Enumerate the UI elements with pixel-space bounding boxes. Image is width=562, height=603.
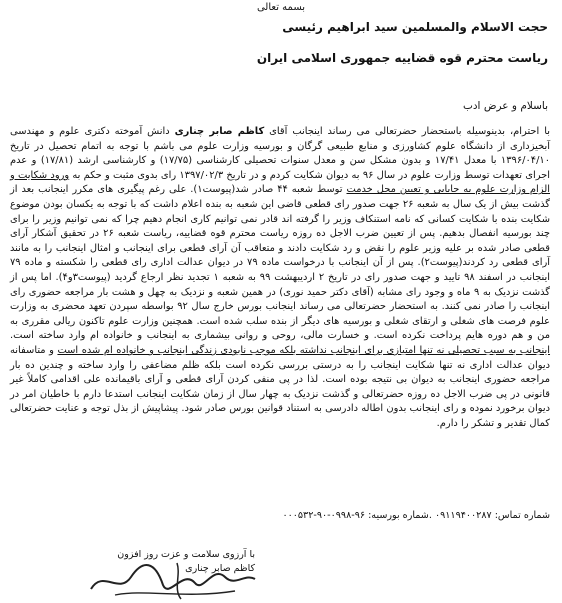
signer-name: کاظم صابر چناری xyxy=(185,563,255,574)
underlined-text-2: اینجانب به سبب تحصیلی نه تنها امتیازی برای اینجانب نداشته بلکه موجب نابودی زندگی اینجانب و خانواده ام شده است xyxy=(57,344,551,356)
body-text-3: توسط شعبه ۴۴ صادر شد(پیوست۱). علی رغم پیگیری های مکرر اینجانب بعد از گذشت بیش از یک سال به شعبه ۲۶ جهت صدور رای قطعی قاضی این شعبه به بنده اعلام داشت که با توجه به یکسان بودن موضوع شکایت بنده با شکایت کسانی که نامه استنکاف وزیر را گرفته اند قادر نمی توانیم کاری انجام دهیم چرا که نمی توانیم وزیر را برای چند بورسیه انفصال بدهیم. پس از تعیین ضرب الاجل ده روزه ریاست محترم قوه قضاییه، ریاست شعبه ۲۶ در تحقیق آشکار آرای قطعی صادر شده بر علیه وزیر علوم را نقض و رد شکایت دادند و متعاقب آن آرای قطعی برای اینجانب و امثال اینجانب را به مانند آرای قطعی رد کردند(پیوست۲). پس از آن اینجانب با درخواست ماده ۷۹ در دیوان عدالت اداری رای قطعی را شکسته و ماده ۷۹ اینجانب در اسفند ۹۸ تایید و جهت صدور رای در تاریخ ۲ اردیبهشت ۹۹ به شعبه ۱ تجدید نظر ارجاع گردید (پیوست۳و۴). اما پس از گذشت نزدیک به ۹ ماه و وجود رای مشابه (آقای دکتر حمید نوری) در همین شعبه و نزدیک به چهل و هشت بار مراجعه حضوری رای اینجانب را صادر نمی کنند. به استحضار حضرتعالی می رساند اینجانب بورس خارج سال ۹۲ بواسطه سپردن تعهد محضری به وزارت علوم فرصت های شغلی و ارتقای شغلی و بورسیه های دیگر از بنده سلب شده است. همچنین وزارت علوم تاکنون ریالی مقرری به من و هم دوره هایم پرداخت نکرده است. و خسارت مالی، روحی و روانی بیشماری به اینجانب و خانواده ام وارد ساخته است. xyxy=(10,184,550,342)
contact-line: شماره تماس: ۰۹۱۱۹۴۰۰۲۸۷ .شماره بورسیه: ۹۶-۰۹۹۸-۹۰-۰۰۰۵۳۲ xyxy=(282,510,550,521)
letter-body xyxy=(10,125,550,431)
recipient-title: ریاست محترم قوه قضاییه جمهوری اسلامی ایران xyxy=(256,51,548,65)
body-text-1: با احترام، بدینوسیله باستحضار حضرتعالی می رساند اینجانب آقای xyxy=(264,126,550,137)
sign-off: با آرزوی سلامت و عزت روز افزون xyxy=(117,549,255,560)
underlined-text-1: ورود شکایت و الزام وزارت علوم به جایابی و تعیین محل خدمت xyxy=(10,169,550,196)
body-text-4: و متاسفانه دیوان عدالت اداری نه تنها شکایت اینجانب را به درستی بررسی نکرده است بلکه ظلم مضاعفی را وارد ساخته و چندین ده بار مراجعه حضوری اینجانب به دیوان بی نتیجه بوده است. لذا در پی منفی کردن آرای قطعی و آرای باقیمانده علی اقدامی کاملاً غیر قانونی در پی ضرب الاجل ده روزه حضرتعالی و گذشت نزدیک به چهار سال از زمان شکایت اینجانب استدعا دارم با خاطیان امر در دیوان برخورد نموده و رای اینجانب بدون اطاله دادرسی به استناد قوانین بورس صادر شود. پیشاپیش از بذل توجه و عنایت حضرتعالی کمال تقدیر و تشکر را دارم. xyxy=(10,344,550,429)
body-text-2: دانش آموخته دکتری علوم و مهندسی آبخیزداری از دانشگاه علوم کشاورزی و منابع طبیعی گرگان و بورسیه وزارت علوم می باشم با توجه به اتمام تحصیل در تاریخ ۱۳۹۶/۰۴/۱۰ با معدل ۱۷/۴۱ و بدون مشکل سن و معدل سنوات تحصیلی کارشناسی (۱۷/۷۵) و کارشناسی ارشد (۱۷/۸۱) و عدم اجرای تعهدات توسط وزارت علوم در سال ۹۶ به دیوان شکایت کردم و در تاریخ ۱۳۹۷/۰۲/۳ رای بدوی مثبت و حکم به xyxy=(10,126,551,181)
letter-paragraph xyxy=(10,125,550,431)
handwritten-signature xyxy=(85,555,260,603)
letter-heading: بسمه تعالی xyxy=(256,2,306,13)
recipient-name: حجت الاسلام والمسلمین سید ابراهیم رئیسی xyxy=(282,20,548,34)
author-name: کاظم صابر چناری xyxy=(174,126,265,137)
greeting: باسلام و عرض ادب xyxy=(463,100,548,112)
